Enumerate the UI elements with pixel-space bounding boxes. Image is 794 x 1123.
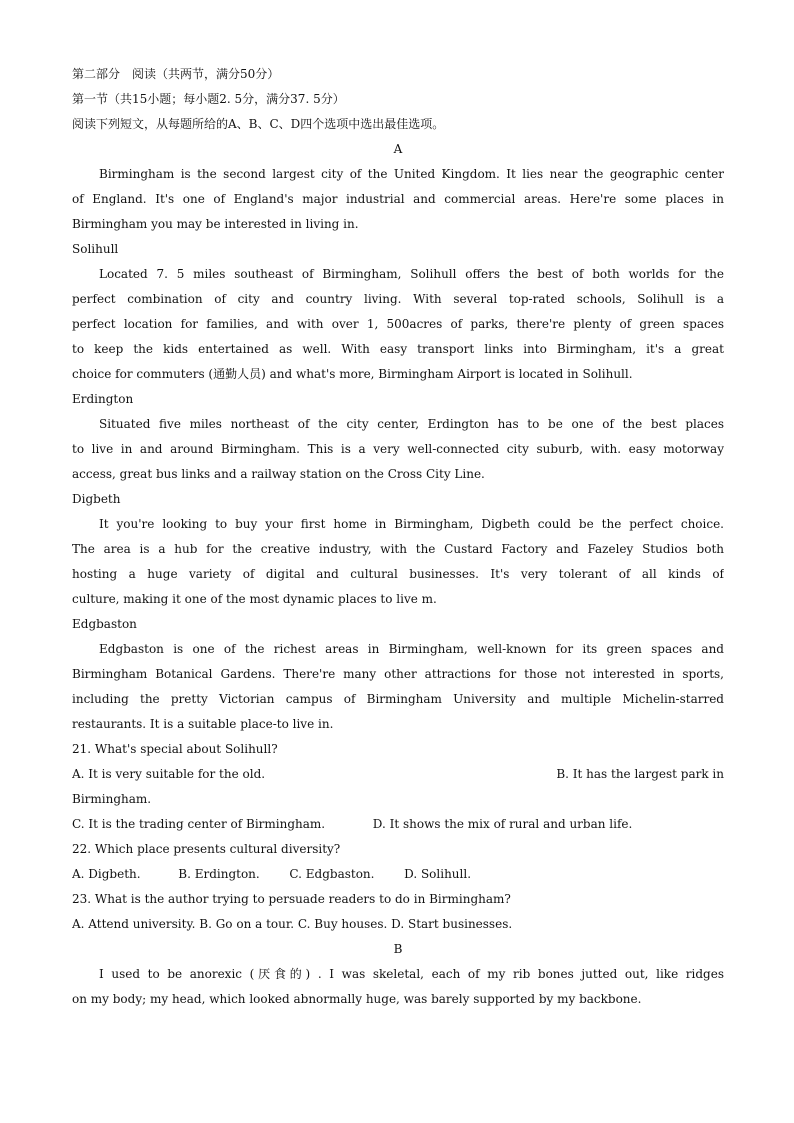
paragraph-line: Birmingham Botanical Gardens. There're many other attractions for those not interested in sports,	[72, 667, 724, 681]
paragraph-line: perfect location for families, and with over 1, 500acres of parks, there're plenty of green spaces	[72, 317, 724, 331]
place-erdington	[72, 387, 724, 487]
paragraph-line: choice for commuters (通勤人员) and what's more, Birmingham Airport is located in Solihull.	[72, 367, 633, 381]
paragraph-line: restaurants. It is a suitable place-to live in.	[72, 717, 334, 731]
question-stem: 23. What is the author trying to persuade readers to do in Birmingham?	[72, 892, 511, 906]
paragraph-line: access, great bus links and a railway station on the Cross City Line.	[72, 467, 485, 481]
paragraph-line: including the pretty Victorian campus of Birmingham University and multiple Michelin-starred	[72, 692, 724, 706]
part-heading: 第二部分 阅读（共两节，满分50分）	[72, 67, 280, 81]
question-stem: 21. What's special about Solihull?	[72, 742, 278, 756]
place-solihull	[72, 237, 724, 387]
paragraph-line: Birmingham is the second largest city of the United Kingdom. It lies near the geographic center	[99, 167, 724, 181]
option-row: A. Attend university. B. Go on a tour. C. Buy houses. D. Start businesses.	[72, 917, 513, 931]
paragraph-line: Edgbaston is one of the richest areas in Birmingham, well-known for its green spaces and	[99, 642, 724, 656]
instruction-text: 阅读下列短文，从每题所给的A、B、C、D四个选项中选出最佳选项。	[72, 117, 445, 131]
option-b-continued: Birmingham.	[72, 792, 152, 806]
question-21	[72, 737, 724, 837]
option-row	[72, 862, 724, 887]
paragraph-line: to keep the kids entertained as well. With easy transport links into Birmingham, it's a great	[72, 342, 724, 356]
place-edgbaston	[72, 612, 724, 737]
place-heading: Edgbaston	[72, 617, 137, 631]
option-a: A. It is very suitable for the old.	[72, 767, 266, 781]
paragraph-line: to live in and around Birmingham. This is a very well-connected city suburb, with. easy motorway	[72, 442, 724, 456]
passage-b-label: B	[393, 942, 403, 956]
paragraph-line: I used to be anorexic (厌食的) . I was skeletal, each of my rib bones jutted out, like ridges	[99, 967, 724, 981]
option-c: C. Edgbaston.	[289, 867, 375, 881]
option-row	[72, 762, 724, 787]
paragraph-line: of England. It's one of England's major industrial and commercial areas. Here're some places in	[72, 192, 724, 206]
place-heading: Solihull	[72, 242, 119, 256]
section-heading: 第一节（共15小题；每小题2. 5分，满分37. 5分）	[72, 92, 345, 106]
question-23	[72, 887, 724, 937]
paragraph-line: hosting a huge variety of digital and cultural businesses. It's very tolerant of all kinds of	[72, 567, 724, 581]
paragraph-line: It you're looking to buy your first home in Birmingham, Digbeth could be the perfect choice.	[99, 517, 724, 531]
paragraph-line: perfect combination of city and country living. With several top-rated schools, Solihull is a	[72, 292, 724, 306]
option-c: C. It is the trading center of Birmingham.	[72, 817, 326, 831]
option-d: D. It shows the mix of rural and urban life.	[372, 817, 633, 831]
option-a: A. Digbeth.	[72, 867, 141, 881]
paragraph-line: The area is a hub for the creative industry, with the Custard Factory and Fazeley Studios both	[72, 542, 724, 556]
option-b: B. Erdington.	[178, 867, 260, 881]
option-row	[72, 812, 724, 837]
passage-a-label: A	[393, 142, 403, 156]
paragraph-line: Located 7. 5 miles southeast of Birmingham, Solihull offers the best of both worlds for the	[99, 267, 724, 281]
paragraph-line: Situated five miles northeast of the city center, Erdington has to be one of the best places	[99, 417, 724, 431]
passage-b-text	[72, 962, 724, 1012]
question-22	[72, 837, 724, 887]
exam-page	[72, 62, 724, 1012]
paragraph-line: on my body; my head, which looked abnormally huge, was barely supported by my backbone.	[72, 992, 642, 1006]
place-heading: Erdington	[72, 392, 134, 406]
place-heading: Digbeth	[72, 492, 121, 506]
option-b: B. It has the largest park in	[556, 767, 724, 781]
passage-a-intro	[72, 162, 724, 237]
question-stem: 22. Which place presents cultural diversity?	[72, 842, 341, 856]
option-d: D. Solihull.	[404, 867, 472, 881]
place-digbeth	[72, 487, 724, 612]
paragraph-line: Birmingham you may be interested in living in.	[72, 217, 359, 231]
paragraph-line: culture, making it one of the most dynamic places to live m.	[72, 592, 437, 606]
